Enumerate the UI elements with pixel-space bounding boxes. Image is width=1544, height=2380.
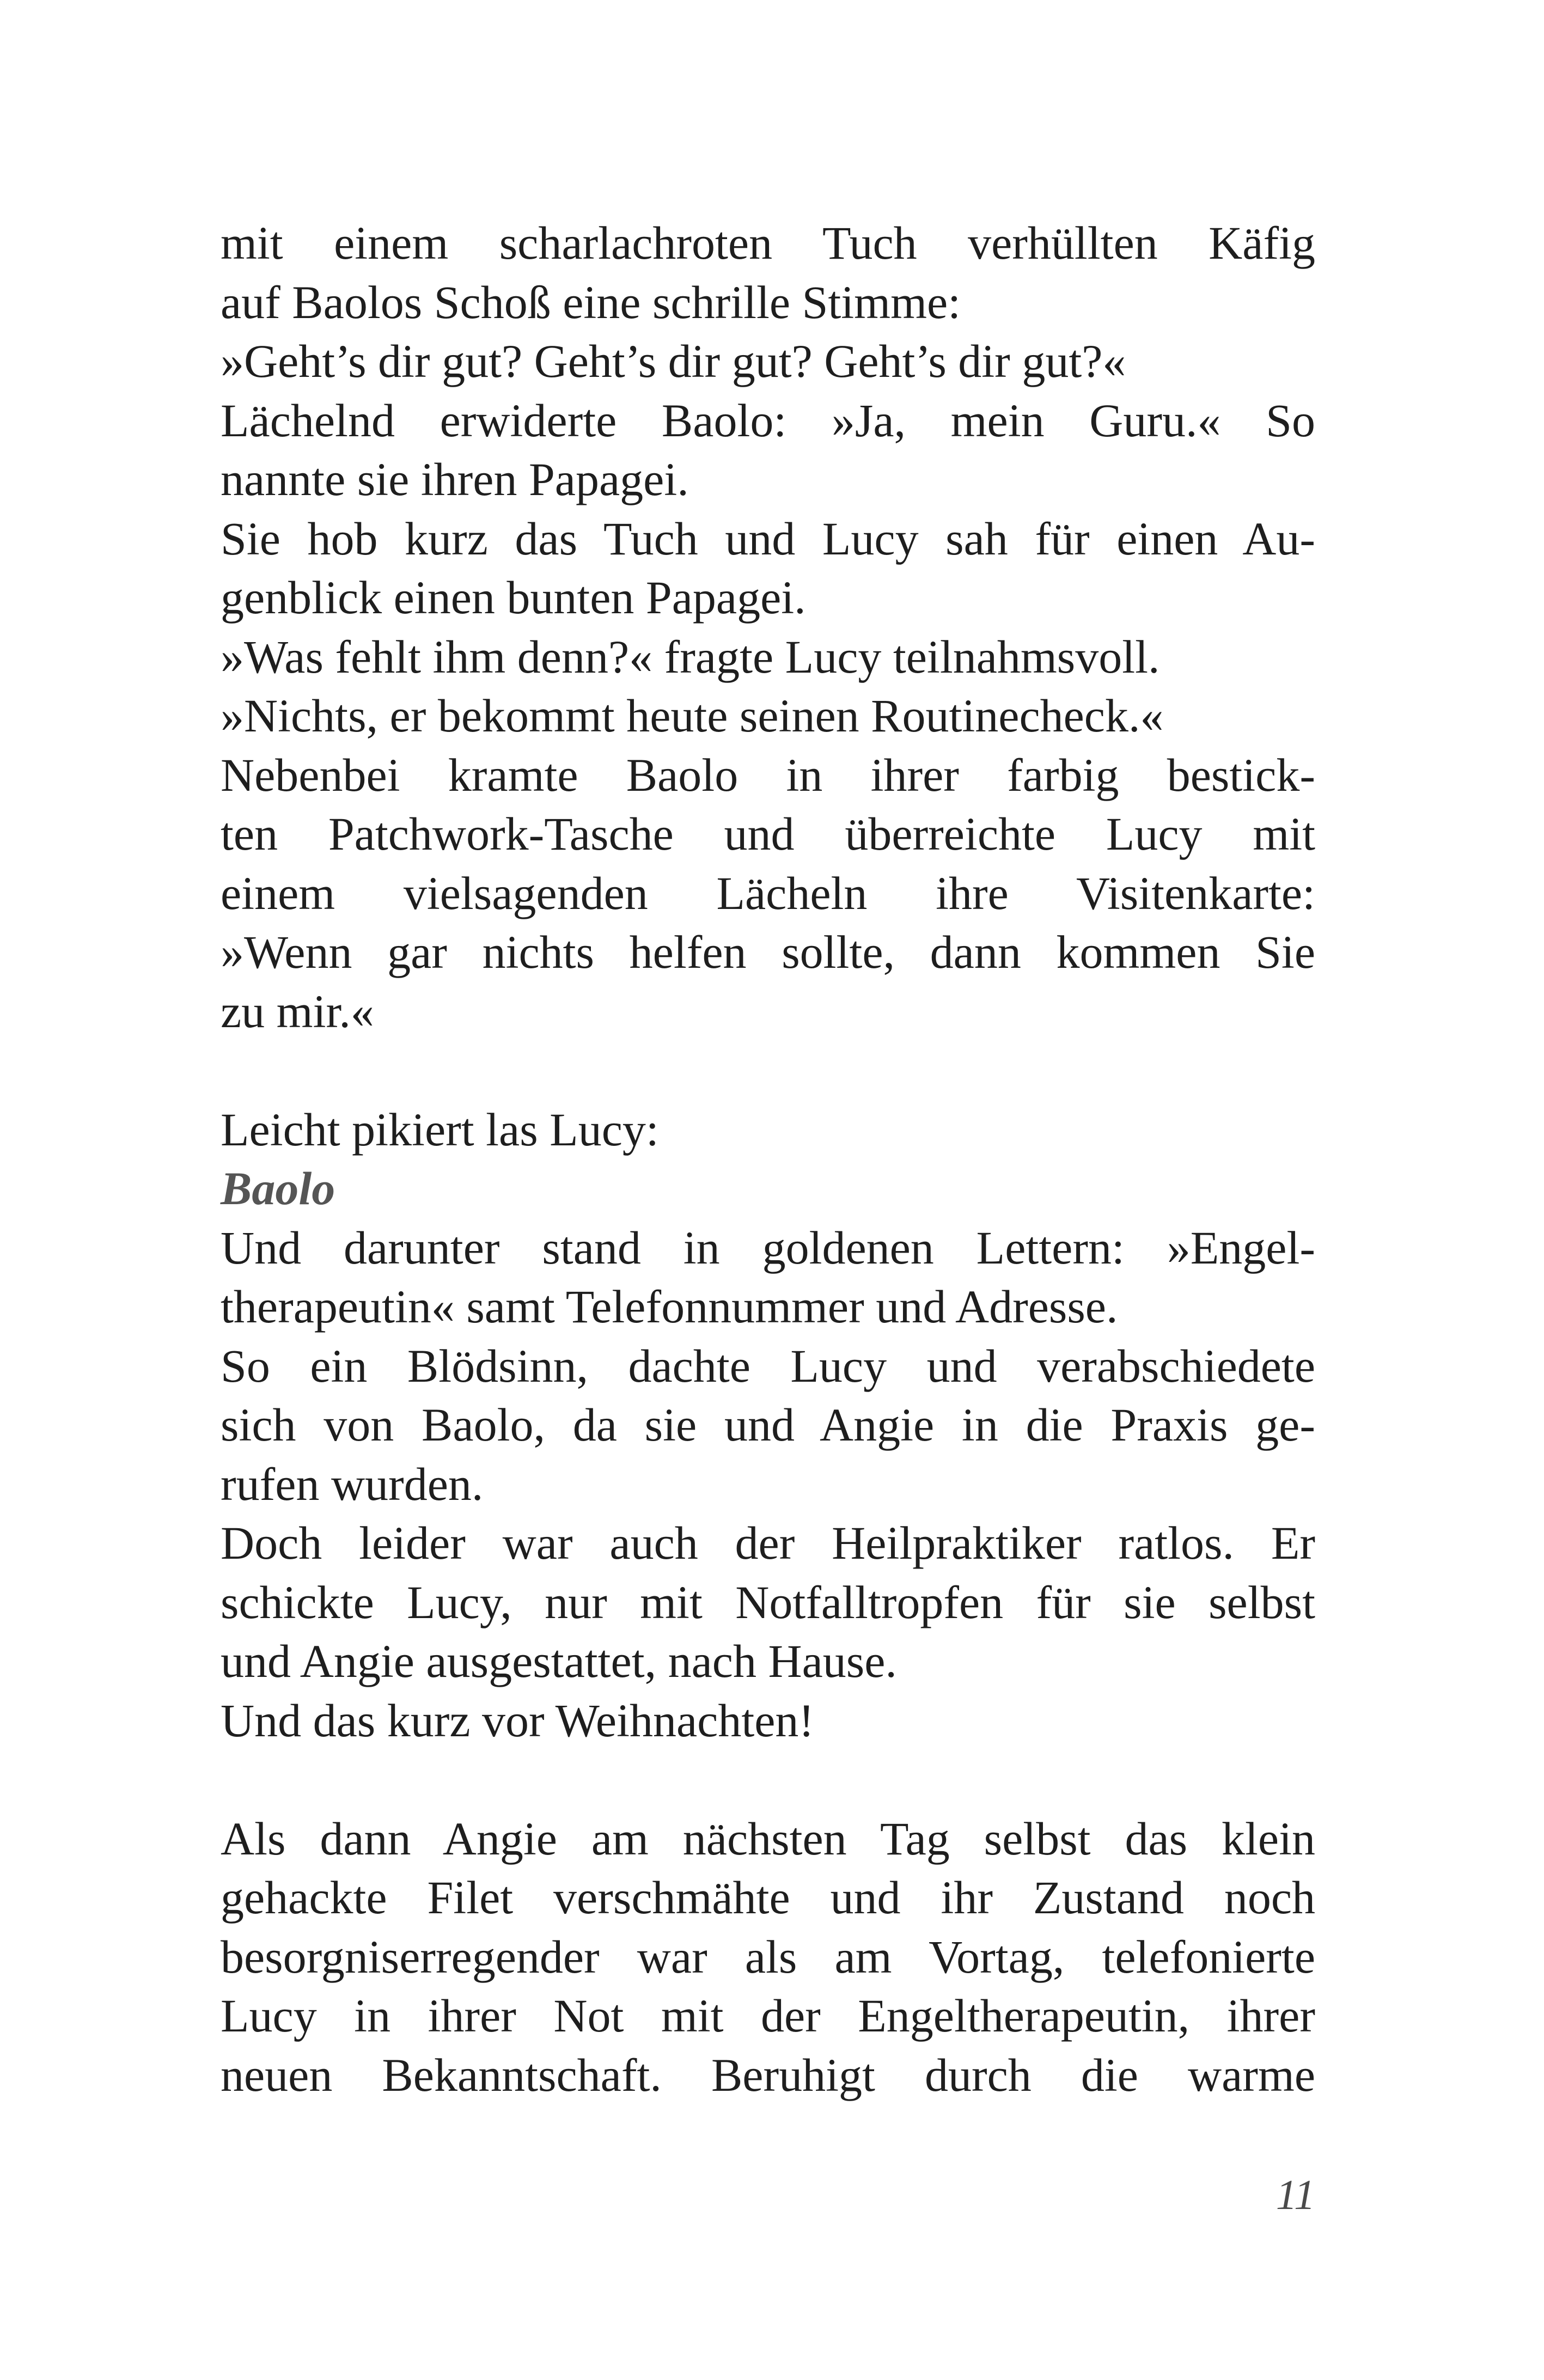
- text-line: einem vielsagenden Lächeln ihre Visitenkarte:: [221, 866, 1315, 919]
- text-line: genblick einen bunten Papagei.: [221, 571, 806, 624]
- text-line: nannte sie ihren Papagei.: [221, 453, 689, 505]
- card-name-line: Baolo: [221, 1162, 335, 1215]
- text-line: therapeutin« samt Telefonnummer und Adresse.: [221, 1280, 1118, 1333]
- text-line: besorgniserregender war als am Vortag, telefonierte: [221, 1930, 1315, 1983]
- text-line: »Was fehlt ihm denn?« fragte Lucy teilnahmsvoll.: [221, 630, 1160, 683]
- text-line: Und das kurz vor Weihnachten!: [221, 1694, 815, 1747]
- text-line: Und darunter stand in goldenen Lettern: »Engel-: [221, 1221, 1315, 1274]
- text-line: mit einem scharlachroten Tuch verhüllten Käfig: [221, 217, 1315, 269]
- text-line: So ein Blödsinn, dachte Lucy und verabschiedete: [221, 1339, 1315, 1392]
- text-line: »Geht’s dir gut? Geht’s dir gut? Geht’s dir gut?«: [221, 335, 1126, 387]
- text-line: Lächelnd erwiderte Baolo: »Ja, mein Guru.« So: [221, 394, 1315, 447]
- body-text: [221, 213, 1315, 2104]
- text-line: zu mir.«: [221, 985, 374, 1038]
- text-line: Als dann Angie am nächsten Tag selbst das klein: [221, 1812, 1315, 1865]
- paragraph-gap: [221, 1041, 1315, 1100]
- text-line: auf Baolos Schoß eine schrille Stimme:: [221, 276, 961, 328]
- text-line: ten Patchwork-Tasche und überreichte Lucy mit: [221, 808, 1315, 860]
- page-number: 11: [1276, 2171, 1315, 2218]
- text-line: »Nichts, er bekommt heute seinen Routinecheck.«: [221, 689, 1164, 742]
- text-line: Nebenbei kramte Baolo in ihrer farbig bestick-: [221, 748, 1315, 801]
- text-line: Lucy in ihrer Not mit der Engeltherapeutin, ihrer: [221, 1990, 1315, 2042]
- text-line: Sie hob kurz das Tuch und Lucy sah für einen Au-: [221, 512, 1315, 565]
- text-line: gehackte Filet verschmähte und ihr Zustand noch: [221, 1871, 1315, 1924]
- text-line: schickte Lucy, nur mit Notfalltropfen für sie selbst: [221, 1576, 1315, 1628]
- text-line: sich von Baolo, da sie und Angie in die Praxis ge-: [221, 1399, 1315, 1451]
- text-line: rufen wurden.: [221, 1457, 484, 1510]
- text-line: Doch leider war auch der Heilpraktiker ratlos. Er: [221, 1517, 1315, 1569]
- text-line: »Wenn gar nichts helfen sollte, dann kommen Sie: [221, 926, 1315, 978]
- text-line: neuen Bekanntschaft. Beruhigt durch die warme: [221, 2048, 1315, 2101]
- paragraph-gap: [221, 1750, 1315, 1809]
- text-line: Leicht pikiert las Lucy:: [221, 1103, 659, 1156]
- text-line: und Angie ausgestattet, nach Hause.: [221, 1635, 897, 1687]
